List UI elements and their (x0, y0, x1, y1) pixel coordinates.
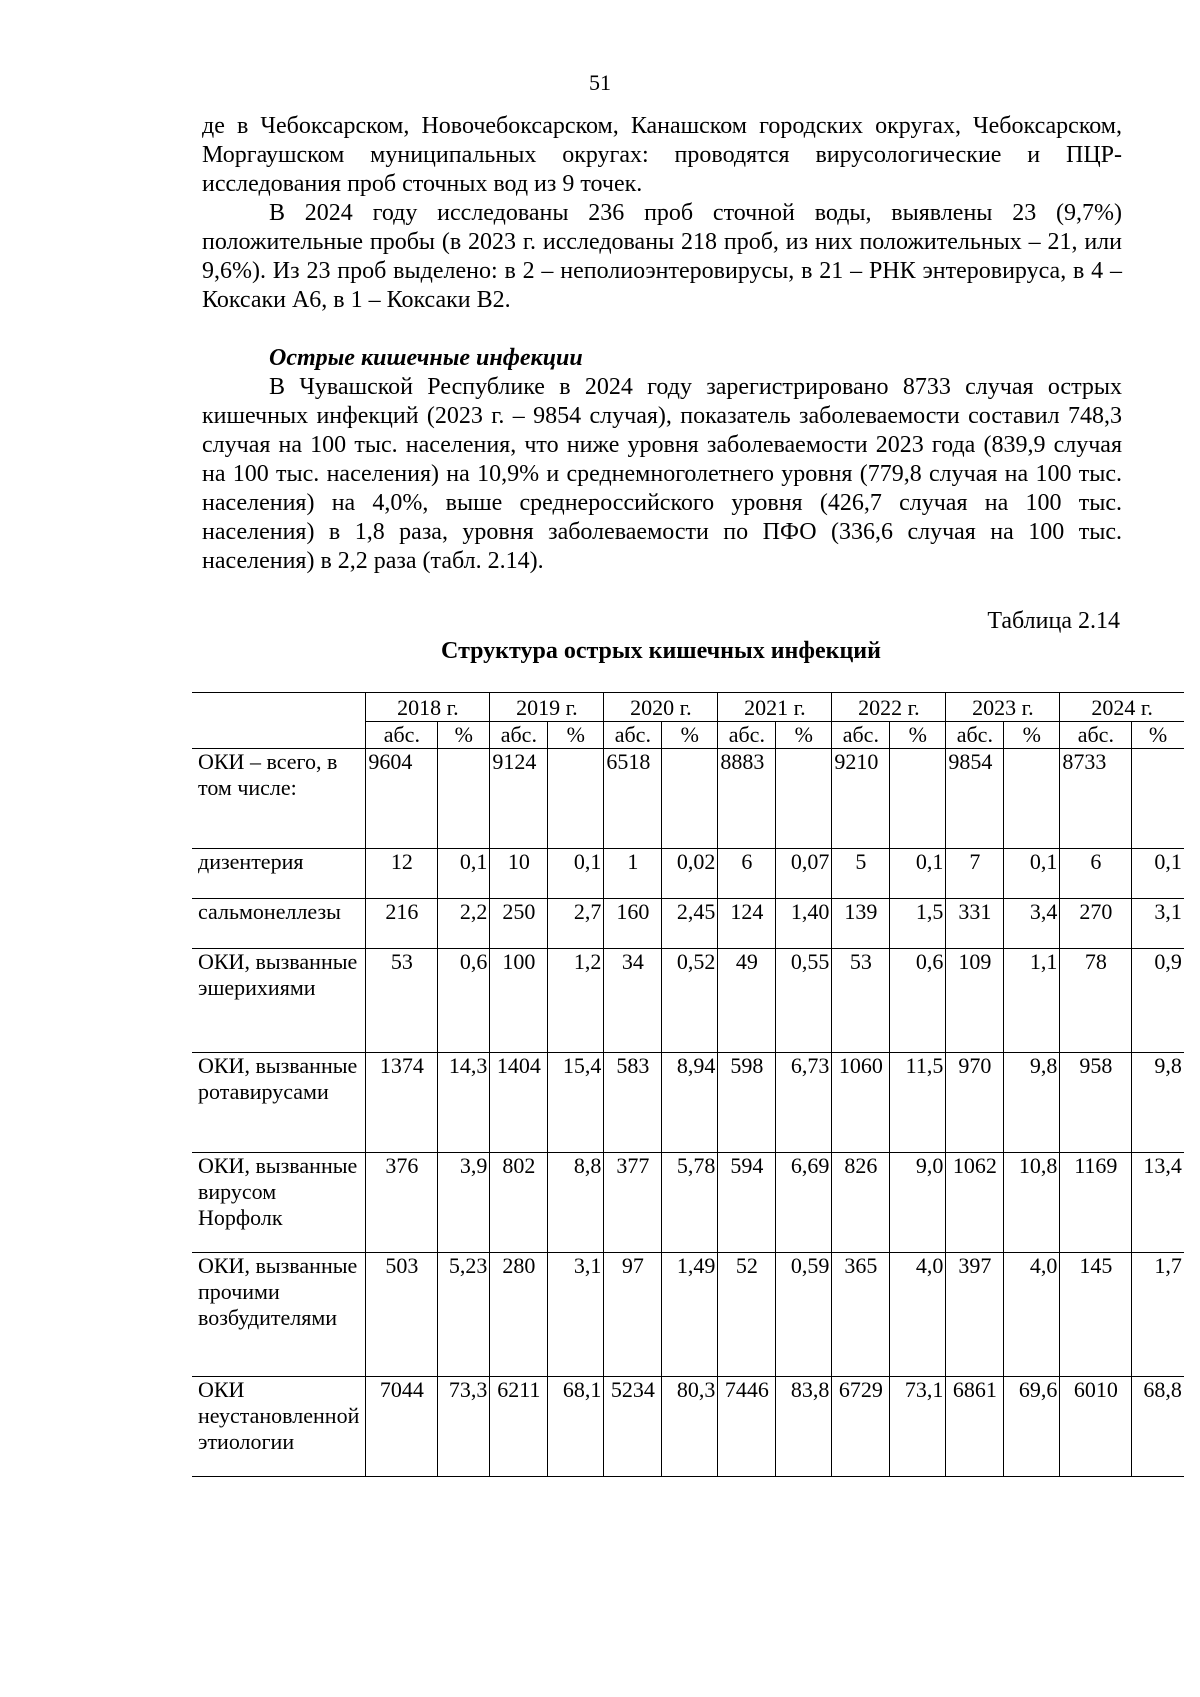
cell-abs: 12 (366, 849, 438, 899)
cell-abs: 5 (832, 849, 890, 899)
cell-abs: 365 (832, 1253, 890, 1377)
cell-abs: 9854 (946, 749, 1004, 849)
paragraph-1: де в Чебоксарском, Новочебоксарском, Канашском городских округах, Чебоксарском, Моргаушском муниципальных округах: проводятся вирусологические и ПЦР-исследования проб сточных вод из 9 точек. (202, 113, 1122, 197)
row-label: дизентерия (192, 849, 366, 899)
table-row (192, 1377, 1184, 1477)
cell-pct (438, 749, 490, 849)
cell-abs: 6861 (946, 1377, 1004, 1477)
cell-pct: 4,0 (1004, 1253, 1060, 1377)
cell-abs: 139 (832, 899, 890, 949)
cell-pct: 0,07 (776, 849, 832, 899)
cell-pct: 2,7 (548, 899, 604, 949)
cell-abs: 8733 (1060, 749, 1132, 849)
cell-abs: 78 (1060, 949, 1132, 1053)
cell-abs: 9604 (366, 749, 438, 849)
cell-abs: 1060 (832, 1053, 890, 1153)
cell-abs: 53 (366, 949, 438, 1053)
cell-pct: 6,73 (776, 1053, 832, 1153)
header-year: 2019 г. (490, 693, 604, 722)
header-pct: % (548, 722, 604, 749)
cell-pct: 8,8 (548, 1153, 604, 1253)
cell-pct: 73,1 (890, 1377, 946, 1477)
cell-abs: 6010 (1060, 1377, 1132, 1477)
cell-pct (1132, 749, 1184, 849)
cell-abs: 250 (490, 899, 548, 949)
cell-abs: 6211 (490, 1377, 548, 1477)
page-number: 51 (589, 70, 611, 95)
cell-pct: 0,1 (1132, 849, 1184, 899)
cell-pct (548, 749, 604, 849)
header-year: 2021 г. (718, 693, 832, 722)
cell-abs: 109 (946, 949, 1004, 1053)
header-pct: % (1004, 722, 1060, 749)
cell-abs: 10 (490, 849, 548, 899)
cell-pct: 0,1 (1004, 849, 1060, 899)
cell-abs: 97 (604, 1253, 662, 1377)
header-pct: % (438, 722, 490, 749)
section-heading: Острые кишечные инфекции (269, 345, 583, 371)
row-label: ОКИ – всего, в том числе: (192, 749, 366, 849)
cell-abs: 124 (718, 899, 776, 949)
header-pct: % (776, 722, 832, 749)
cell-abs: 377 (604, 1153, 662, 1253)
cell-pct: 0,02 (662, 849, 718, 899)
cell-abs: 583 (604, 1053, 662, 1153)
cell-pct: 69,6 (1004, 1377, 1060, 1477)
cell-pct: 68,1 (548, 1377, 604, 1477)
row-label: ОКИ неустановленной этиологии (192, 1377, 366, 1477)
cell-pct: 14,3 (438, 1053, 490, 1153)
cell-pct: 1,2 (548, 949, 604, 1053)
cell-pct: 9,0 (890, 1153, 946, 1253)
header-abs: абс. (718, 722, 776, 749)
cell-abs: 6 (1060, 849, 1132, 899)
cell-pct: 9,8 (1004, 1053, 1060, 1153)
cell-pct: 0,9 (1132, 949, 1184, 1053)
cell-pct: 6,69 (776, 1153, 832, 1253)
cell-pct: 0,1 (438, 849, 490, 899)
cell-abs: 503 (366, 1253, 438, 1377)
cell-pct: 2,45 (662, 899, 718, 949)
cell-pct (890, 749, 946, 849)
header-abs: абс. (366, 722, 438, 749)
cell-pct: 0,59 (776, 1253, 832, 1377)
cell-abs: 9210 (832, 749, 890, 849)
header-year: 2020 г. (604, 693, 718, 722)
header-year: 2024 г. (1060, 693, 1184, 722)
cell-pct: 9,8 (1132, 1053, 1184, 1153)
cell-abs: 52 (718, 1253, 776, 1377)
cell-pct: 11,5 (890, 1053, 946, 1153)
cell-abs: 216 (366, 899, 438, 949)
cell-pct: 1,5 (890, 899, 946, 949)
cell-abs: 270 (1060, 899, 1132, 949)
cell-abs: 34 (604, 949, 662, 1053)
header-abs: абс. (832, 722, 890, 749)
cell-pct: 68,8 (1132, 1377, 1184, 1477)
cell-pct: 10,8 (1004, 1153, 1060, 1253)
cell-abs: 7044 (366, 1377, 438, 1477)
header-abs: абс. (490, 722, 548, 749)
cell-abs: 6729 (832, 1377, 890, 1477)
cell-abs: 8883 (718, 749, 776, 849)
cell-abs: 100 (490, 949, 548, 1053)
cell-pct: 0,1 (548, 849, 604, 899)
header-pct: % (662, 722, 718, 749)
cell-pct: 83,8 (776, 1377, 832, 1477)
data-table (192, 692, 1184, 1477)
body-text (202, 112, 1122, 576)
cell-pct: 0,52 (662, 949, 718, 1053)
cell-pct: 1,1 (1004, 949, 1060, 1053)
cell-abs: 970 (946, 1053, 1004, 1153)
cell-pct: 3,1 (548, 1253, 604, 1377)
cell-pct: 0,6 (438, 949, 490, 1053)
row-label: ОКИ, вызванные вирусом Норфолк (192, 1153, 366, 1253)
header-corner (192, 693, 366, 749)
cell-abs: 826 (832, 1153, 890, 1253)
cell-abs: 598 (718, 1053, 776, 1153)
cell-pct: 5,78 (662, 1153, 718, 1253)
header-abs: абс. (604, 722, 662, 749)
table-row (192, 849, 1184, 899)
cell-pct: 3,4 (1004, 899, 1060, 949)
header-pct: % (1132, 722, 1184, 749)
cell-abs: 397 (946, 1253, 1004, 1377)
header-year: 2022 г. (832, 693, 946, 722)
cell-pct: 1,40 (776, 899, 832, 949)
cell-pct (776, 749, 832, 849)
cell-pct: 0,55 (776, 949, 832, 1053)
cell-abs: 9124 (490, 749, 548, 849)
cell-abs: 1 (604, 849, 662, 899)
cell-pct: 8,94 (662, 1053, 718, 1153)
cell-abs: 145 (1060, 1253, 1132, 1377)
table-row (192, 1153, 1184, 1253)
cell-pct: 3,1 (1132, 899, 1184, 949)
header-abs: абс. (1060, 722, 1132, 749)
row-label: ОКИ, вызванные ротавирусами (192, 1053, 366, 1153)
cell-abs: 958 (1060, 1053, 1132, 1153)
cell-pct: 3,9 (438, 1153, 490, 1253)
row-label: ОКИ, вызванные эшерихиями (192, 949, 366, 1053)
cell-pct: 80,3 (662, 1377, 718, 1477)
table-row (192, 1053, 1184, 1153)
cell-pct (1004, 749, 1060, 849)
cell-abs: 160 (604, 899, 662, 949)
row-label: ОКИ, вызванные прочими возбудителями (192, 1253, 366, 1377)
cell-abs: 594 (718, 1153, 776, 1253)
header-year: 2018 г. (366, 693, 490, 722)
table-row (192, 899, 1184, 949)
cell-abs: 802 (490, 1153, 548, 1253)
table-row (192, 1253, 1184, 1377)
cell-abs: 1404 (490, 1053, 548, 1153)
header-abs: абс. (946, 722, 1004, 749)
header-year: 2023 г. (946, 693, 1060, 722)
cell-abs: 376 (366, 1153, 438, 1253)
cell-pct: 1,7 (1132, 1253, 1184, 1377)
cell-pct: 0,6 (890, 949, 946, 1053)
cell-pct: 5,23 (438, 1253, 490, 1377)
cell-pct: 4,0 (890, 1253, 946, 1377)
cell-abs: 49 (718, 949, 776, 1053)
cell-pct: 1,49 (662, 1253, 718, 1377)
paragraph-2: В 2024 году исследованы 236 проб сточной воды, выявлены 23 (9,7%) положительные пробы (в 2023 г. исследованы 218 проб, из них положительных – 21, или 9,6%). Из 23 проб выделено: в 2 – неполиоэнтеровирусы, в 21 – РНК энтеровируса, в 4 – Коксаки А6, в 1 – Коксаки В2. (202, 200, 1122, 313)
paragraph-3: В Чувашской Республике в 2024 году зарегистрировано 8733 случая острых кишечных инфекций (2023 г. – 9854 случая), показатель заболеваемости составил 748,3 случая на 100 тыс. населения, что ниже уровня заболеваемости 2023 года (839,9 случая на 100 тыс. населения) на 10,9% и среднемноголетнего уровня (779,8 случая на 100 тыс. населения) на 4,0%, выше среднероссийского уровня (426,7 случая на 100 тыс. населения) в 1,8 раза, уровня заболеваемости по ПФО (336,6 случая на 100 тыс. населения) в 2,2 раза (табл. 2.14). (202, 374, 1122, 574)
table-caption: Таблица 2.14 (987, 608, 1120, 634)
cell-pct (662, 749, 718, 849)
cell-pct: 73,3 (438, 1377, 490, 1477)
cell-abs: 7446 (718, 1377, 776, 1477)
cell-pct: 2,2 (438, 899, 490, 949)
cell-abs: 6518 (604, 749, 662, 849)
cell-abs: 280 (490, 1253, 548, 1377)
cell-pct: 13,4 (1132, 1153, 1184, 1253)
cell-abs: 331 (946, 899, 1004, 949)
cell-abs: 1374 (366, 1053, 438, 1153)
cell-abs: 7 (946, 849, 1004, 899)
header-pct: % (890, 722, 946, 749)
cell-pct: 0,1 (890, 849, 946, 899)
cell-abs: 6 (718, 849, 776, 899)
table-title: Структура острых кишечных инфекций (441, 638, 881, 664)
cell-abs: 1062 (946, 1153, 1004, 1253)
table-row (192, 749, 1184, 849)
cell-abs: 1169 (1060, 1153, 1132, 1253)
header-years-row (192, 693, 1184, 722)
cell-abs: 53 (832, 949, 890, 1053)
cell-pct: 15,4 (548, 1053, 604, 1153)
cell-abs: 5234 (604, 1377, 662, 1477)
row-label: сальмонеллезы (192, 899, 366, 949)
table-row (192, 949, 1184, 1053)
